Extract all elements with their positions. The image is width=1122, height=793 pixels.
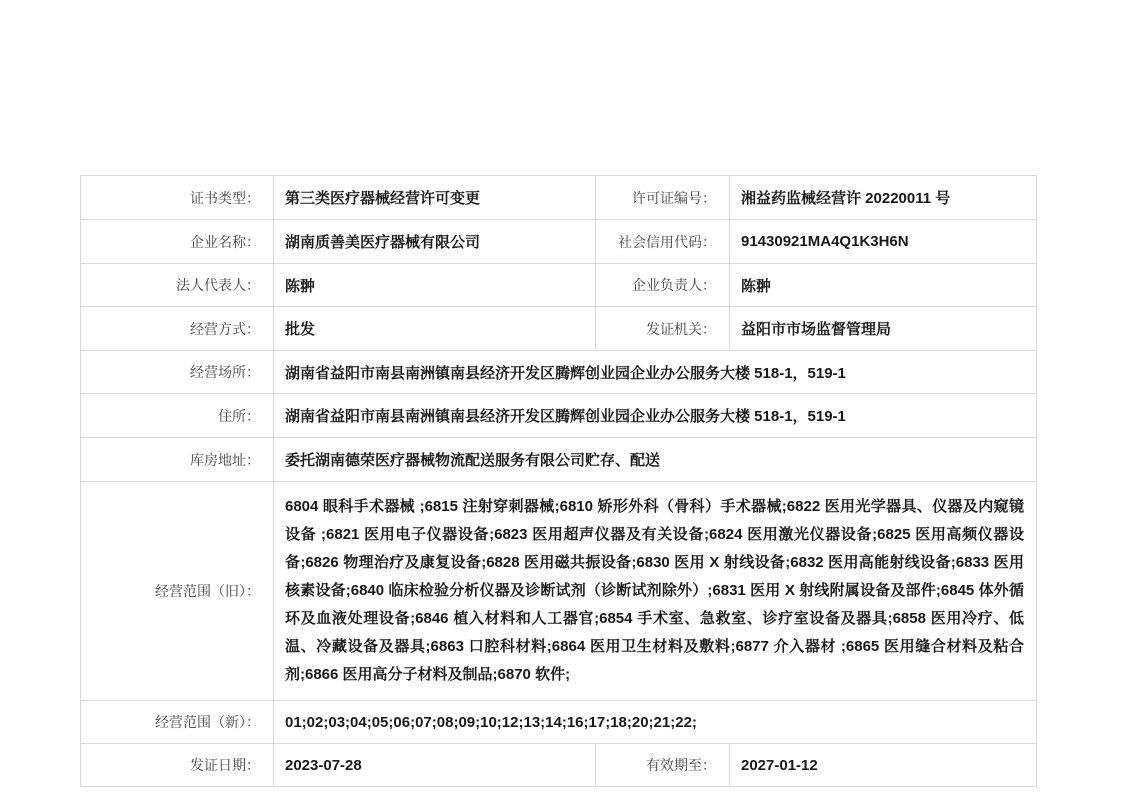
social-credit-code-value: 91430921MA4Q1K3H6N (729, 220, 1036, 263)
certificate-type-value: 第三类医疗器械经营许可变更 (273, 176, 595, 219)
residence-value: 湖南省益阳市南县南洲镇南县经济开发区腾辉创业园企业办公服务大楼 518-1，519-1 (273, 394, 1036, 437)
company-principal-value: 陈翀 (729, 264, 1036, 306)
business-scope-old-label: 经营范围（旧）： (155, 583, 260, 599)
certificate-type-label: 证书类型： (190, 189, 260, 206)
license-number-value: 湘益药监械经营许 20220011 号 (729, 176, 1036, 219)
issuing-authority-value: 益阳市市场监督管理局 (729, 307, 1036, 350)
residence-label: 住所： (218, 407, 260, 424)
row-business-premises (81, 350, 1036, 393)
row-residence (81, 393, 1036, 437)
issuing-authority-label: 发证机关： (595, 307, 729, 350)
valid-until-value: 2027-01-12 (729, 744, 1036, 786)
row-business-scope-old (81, 481, 1036, 700)
legal-representative-value: 陈翀 (273, 264, 595, 306)
business-premises-value: 湖南省益阳市南县南洲镇南县经济开发区腾辉创业园企业办公服务大楼 518-1，519-1 (273, 351, 1036, 393)
company-name-value: 湖南质善美医疗器械有限公司 (273, 220, 595, 263)
warehouse-address-label: 库房地址： (190, 451, 260, 468)
warehouse-address-value: 委托湖南德荣医疗器械物流配送服务有限公司贮存、配送 (273, 438, 1036, 481)
business-scope-old-value: 6804 眼科手术器械 ;6815 注射穿刺器械;6810 矫形外科（骨科）手术器械;6822 医用光学器具、仪器及内窥镜设备 ;6821 医用电子仪器设备;6823 医用超声仪器及有关设备;6824 医用激光仪器设备;6825 医用高频仪器设备;6826 物理治疗及康复设备;6828 医用磁共振设备;6830 医用 X 射线设备;6832 医用高能射线设备;6833 医用核素设备;6840 临床检验分析仪器及诊断试剂（诊断试剂除外）;6831 医用 X 射线附属设备及部件;6845 体外循环及血液处理设备;6846 植入材料和人工器官;6854 手术室、急救室、诊疗室设备及器具;6858 医用冷疗、低温、冷藏设备及器具;6863 口腔科材料;6864 医用卫生材料及敷料;6877 介入器材 ;6865 医用缝合材料及粘合剂;6866 医用高分子材料及制品;6870 软件; (273, 482, 1036, 700)
business-scope-new-label: 经营范围（新）： (155, 714, 260, 730)
social-credit-code-label: 社会信用代码： (595, 220, 729, 263)
row-legal-representative (81, 263, 1036, 306)
row-business-mode (81, 306, 1036, 350)
issue-date-value: 2023-07-28 (273, 744, 595, 786)
row-business-scope-new (81, 700, 1036, 743)
license-info-table (80, 175, 1037, 787)
business-mode-label: 经营方式： (190, 320, 260, 337)
business-mode-value: 批发 (273, 307, 595, 350)
row-company-name (81, 219, 1036, 263)
issue-date-label: 发证日期： (190, 757, 260, 773)
company-principal-label: 企业负责人： (595, 264, 729, 306)
row-issue-date (81, 743, 1036, 786)
business-scope-new-value: 01;02;03;04;05;06;07;08;09;10;12;13;14;16;17;18;20;21;22; (273, 701, 1036, 743)
company-name-label: 企业名称： (190, 233, 260, 250)
row-certificate-type (81, 176, 1036, 219)
row-warehouse-address (81, 437, 1036, 481)
license-number-label: 许可证编号： (595, 176, 729, 219)
valid-until-label: 有效期至： (595, 744, 729, 786)
business-premises-label: 经营场所： (190, 364, 260, 380)
legal-representative-label: 法人代表人： (176, 277, 260, 293)
